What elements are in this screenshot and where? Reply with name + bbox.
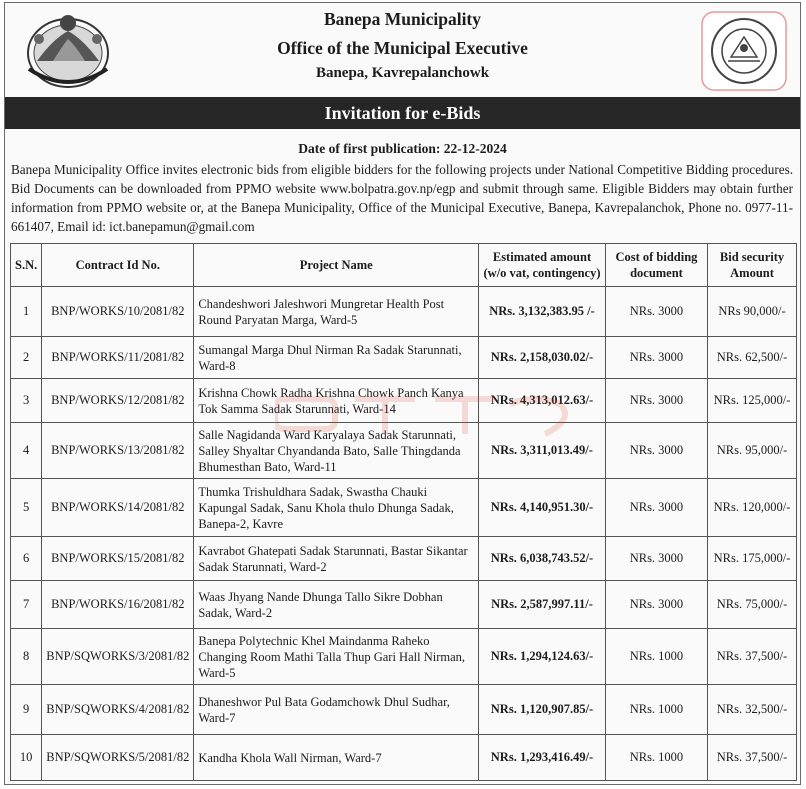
intro-paragraph: Banepa Municipality Office invites electronic bids from eligible bidders for the following projects under National Competitive Bidding procedures. Bid Documents can be downloaded from PPMO website www.bolpatra.gov.np/egp and submit through same. Eligible Bidders may obtain further information from PPMO website or, at the Banepa Municipality, Office of the Municipal Executive, Banepa, Kavrepalanchok, Phone no. 0977-11-661407, Email id: ict.banepamun@gmail.com bbox=[11, 162, 793, 234]
row-estimated-amount: NRs. 2,158,030.02/- bbox=[479, 337, 606, 379]
header-amount-line1: Estimated amount bbox=[492, 250, 592, 264]
header-contract-id: Contract Id No. bbox=[42, 244, 194, 287]
row-project-name: Banepa Polytechnic Khel Maindanma Raheko Changing Room Mathi Talla Thup Gari Hall Nirman, Ward-5 bbox=[194, 629, 479, 685]
row-contract-id: BNP/SQWORKS/4/2081/82 bbox=[42, 685, 194, 735]
row-document-cost: NRs. 1000 bbox=[605, 735, 707, 781]
office-location: Banepa, Kavrepalanchowk bbox=[315, 65, 490, 81]
row-estimated-amount: NRs. 4,140,951.30/- bbox=[479, 479, 606, 537]
row-estimated-amount: NRs. 1,294,124.63/- bbox=[479, 629, 606, 685]
table-row bbox=[11, 287, 797, 337]
row-sn: 6 bbox=[11, 537, 42, 581]
row-bid-security: NRs. 37,500/- bbox=[708, 629, 797, 685]
header-cost-line1: Cost of bidding bbox=[615, 250, 698, 264]
row-document-cost: NRs. 1000 bbox=[605, 685, 707, 735]
row-contract-id: BNP/WORKS/12/2081/82 bbox=[42, 379, 194, 423]
row-sn: 3 bbox=[11, 379, 42, 423]
row-document-cost: NRs. 3000 bbox=[605, 337, 707, 379]
row-project-name: Thumka Trishuldhara Sadak, Swastha Chauki Kapungal Sadak, Sanu Khola thulo Dhunga Sadak, Banepa-2, Kavre bbox=[194, 479, 479, 537]
row-document-cost: NRs. 3000 bbox=[605, 423, 707, 479]
table-header-row bbox=[11, 244, 797, 287]
table-row bbox=[11, 581, 797, 629]
row-bid-security: NRs. 62,500/- bbox=[708, 337, 797, 379]
row-sn: 9 bbox=[11, 685, 42, 735]
row-estimated-amount: NRs. 3,311,013.49/- bbox=[479, 423, 606, 479]
notice-title: Invitation for e-Bids bbox=[5, 97, 800, 129]
row-contract-id: BNP/WORKS/10/2081/82 bbox=[42, 287, 194, 337]
municipality-name: Banepa Municipality bbox=[323, 9, 482, 29]
row-bid-security: NRs. 120,000/- bbox=[708, 479, 797, 537]
row-document-cost: NRs. 1000 bbox=[605, 629, 707, 685]
row-sn: 1 bbox=[11, 287, 42, 337]
table-row bbox=[11, 735, 797, 781]
row-contract-id: BNP/WORKS/16/2081/82 bbox=[42, 581, 194, 629]
row-project-name: Waas Jhyang Nande Dhunga Tallo Sikre Dobhan Sadak, Ward-2 bbox=[194, 581, 479, 629]
row-project-name: Sumangal Marga Dhul Nirman Ra Sadak Starunnati, Ward-8 bbox=[194, 337, 479, 379]
row-estimated-amount: NRs. 6,038,743.52/- bbox=[479, 537, 606, 581]
table-row bbox=[11, 423, 797, 479]
row-sn: 7 bbox=[11, 581, 42, 629]
row-sn: 5 bbox=[11, 479, 42, 537]
row-sn: 2 bbox=[11, 337, 42, 379]
header-estimated-amount bbox=[479, 244, 606, 287]
row-project-name: Krishna Chowk Radha Krishna Chowk Panch Kanya Tok Samma Sadak Starunnati, Ward-14 bbox=[194, 379, 479, 423]
row-bid-security: NRs. 75,000/- bbox=[708, 581, 797, 629]
header-amount-line2: (w/o vat, contingency) bbox=[483, 266, 601, 280]
row-document-cost: NRs. 3000 bbox=[605, 479, 707, 537]
row-estimated-amount: NRs. 3,132,383.95 /- bbox=[479, 287, 606, 337]
table-row bbox=[11, 685, 797, 735]
row-project-name: Chandeshwori Jaleshwori Mungretar Health Post Round Paryatan Marga, Ward-5 bbox=[194, 287, 479, 337]
row-bid-security: NRs. 175,000/- bbox=[708, 537, 797, 581]
row-document-cost: NRs. 3000 bbox=[605, 287, 707, 337]
row-contract-id: BNP/WORKS/15/2081/82 bbox=[42, 537, 194, 581]
row-estimated-amount: NRs. 2,587,997.11/- bbox=[479, 581, 606, 629]
table-row bbox=[11, 629, 797, 685]
row-bid-security: NRs. 95,000/- bbox=[708, 423, 797, 479]
row-contract-id: BNP/SQWORKS/5/2081/82 bbox=[42, 735, 194, 781]
row-sn: 10 bbox=[11, 735, 42, 781]
row-document-cost: NRs. 3000 bbox=[605, 581, 707, 629]
row-project-name: Kavrabot Ghatepati Sadak Starunnati, Bastar Sikantar Sadak Starunnati, Ward-2 bbox=[194, 537, 479, 581]
header-cost-line2: document bbox=[630, 266, 683, 280]
row-document-cost: NRs. 3000 bbox=[605, 537, 707, 581]
row-project-name: Dhaneshwor Pul Bata Godamchowk Dhul Sudhar, Ward-7 bbox=[194, 685, 479, 735]
header-bid-security bbox=[708, 244, 797, 287]
table-row bbox=[11, 479, 797, 537]
row-contract-id: BNP/WORKS/14/2081/82 bbox=[42, 479, 194, 537]
row-bid-security: NRs. 32,500/- bbox=[708, 685, 797, 735]
row-contract-id: BNP/WORKS/11/2081/82 bbox=[42, 337, 194, 379]
row-bid-security: NRs. 37,500/- bbox=[708, 735, 797, 781]
row-contract-id: BNP/SQWORKS/3/2081/82 bbox=[42, 629, 194, 685]
row-document-cost: NRs. 3000 bbox=[605, 379, 707, 423]
row-estimated-amount: NRs. 1,293,416.49/- bbox=[479, 735, 606, 781]
header-sn: S.N. bbox=[11, 244, 42, 287]
row-estimated-amount: NRs. 1,120,907.85/- bbox=[479, 685, 606, 735]
table-row bbox=[11, 337, 797, 379]
row-project-name: Kandha Khola Wall Nirman, Ward-7 bbox=[194, 735, 479, 781]
office-name: Office of the Municipal Executive bbox=[277, 38, 528, 58]
row-bid-security: NRs 90,000/- bbox=[708, 287, 797, 337]
notice-page bbox=[4, 2, 801, 785]
header-security-line2: Amount bbox=[730, 266, 774, 280]
row-project-name: Salle Nagidanda Ward Karyalaya Sadak Starunnati, Salley Shyaltar Chyandanda Bato, Salle Thingdanda Bhumesthan Bato, Ward-11 bbox=[194, 423, 479, 479]
row-sn: 4 bbox=[11, 423, 42, 479]
row-bid-security: NRs. 125,000/- bbox=[708, 379, 797, 423]
publication-date: Date of first publication: 22-12-2024 bbox=[298, 141, 507, 156]
row-contract-id: BNP/WORKS/13/2081/82 bbox=[42, 423, 194, 479]
table-row bbox=[11, 379, 797, 423]
table-row bbox=[11, 537, 797, 581]
row-sn: 8 bbox=[11, 629, 42, 685]
row-estimated-amount: NRs. 4,313,012.63/- bbox=[479, 379, 606, 423]
bids-table bbox=[10, 243, 797, 781]
header-project-name: Project Name bbox=[194, 244, 479, 287]
header-security-line1: Bid security bbox=[719, 250, 785, 264]
header-cost bbox=[605, 244, 707, 287]
